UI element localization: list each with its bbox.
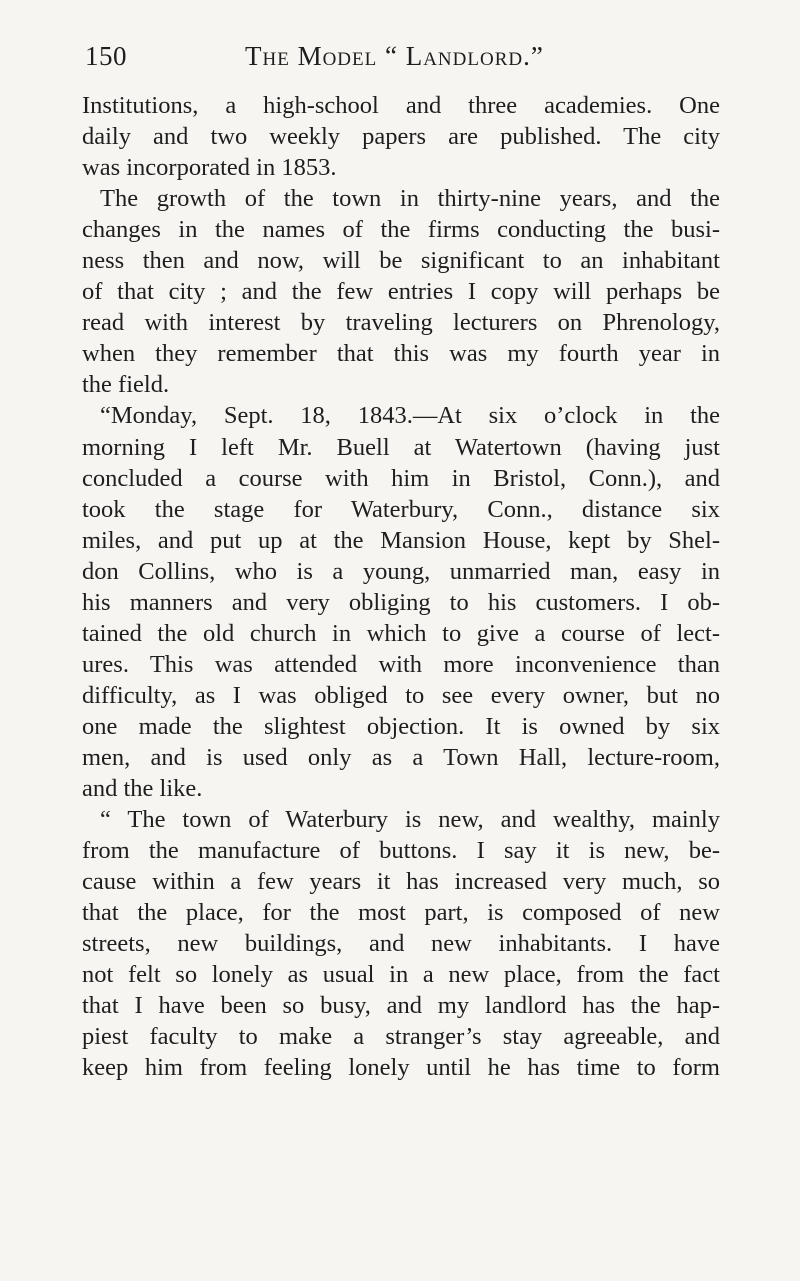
- text-line: cause within a few years it has increased very much, so: [82, 868, 720, 896]
- text-line: was incorporated in 1853.: [82, 154, 337, 182]
- text-line: his manners and very obliging to his customers. I ob-: [82, 588, 720, 616]
- text-line: don Collins, who is a young, unmarried man, easy in: [82, 557, 720, 585]
- text-line: concluded a course with him in Bristol, Conn.), and: [82, 464, 720, 492]
- text-line: Institutions, a high-school and three academies. One: [82, 92, 720, 119]
- text-line: one made the slightest objection. It is owned by six: [82, 712, 720, 740]
- text-line: and the like.: [82, 775, 203, 803]
- text-line: changes in the names of the firms conducting the busi-: [82, 216, 720, 244]
- text-line: difficulty, as I was obliged to see every owner, but no: [82, 681, 720, 709]
- text-line: ures. This was attended with more inconvenience than: [82, 650, 720, 678]
- text-line: read with interest by traveling lecturers on Phrenology,: [82, 309, 720, 337]
- running-head: The Model “ Landlord.”: [245, 41, 544, 71]
- body-text: [82, 90, 720, 1084]
- text-line: daily and two weekly papers are published. The city: [82, 123, 720, 151]
- text-line: streets, new buildings, and new inhabitants. I have: [82, 930, 720, 958]
- text-line: took the stage for Waterbury, Conn., distance six: [82, 495, 720, 523]
- text-line: from the manufacture of buttons. I say it is new, be-: [82, 837, 720, 865]
- text-line: that I have been so busy, and my landlord has the hap-: [82, 992, 720, 1020]
- text-line: the field.: [82, 371, 170, 399]
- text-line: morning I left Mr. Buell at Watertown (having just: [82, 433, 720, 461]
- text-line: miles, and put up at the Mansion House, kept by Shel-: [82, 526, 720, 554]
- page-header: [85, 38, 715, 78]
- text-line: ness then and now, will be significant to an inhabitant: [82, 247, 720, 275]
- text-line: keep him from feeling lonely until he has time to form: [82, 1054, 720, 1082]
- text-line: The growth of the town in thirty-nine years, and the: [100, 185, 720, 213]
- page-number: 150: [85, 41, 127, 71]
- text-line: men, and is used only as a Town Hall, lecture-room,: [82, 743, 720, 771]
- text-line: when they remember that this was my fourth year in: [82, 340, 720, 368]
- text-line: tained the old church in which to give a course of lect-: [82, 619, 720, 647]
- text-line: “Monday, Sept. 18, 1843.—At six o’clock in the: [100, 402, 720, 430]
- text-line: that the place, for the most part, is composed of new: [82, 899, 720, 927]
- text-line: “ The town of Waterbury is new, and wealthy, mainly: [100, 806, 720, 834]
- text-line: piest faculty to make a stranger’s stay agreeable, and: [82, 1023, 720, 1051]
- text-line: not felt so lonely as usual in a new place, from the fact: [82, 961, 720, 989]
- text-line: of that city ; and the few entries I copy will perhaps be: [82, 278, 720, 306]
